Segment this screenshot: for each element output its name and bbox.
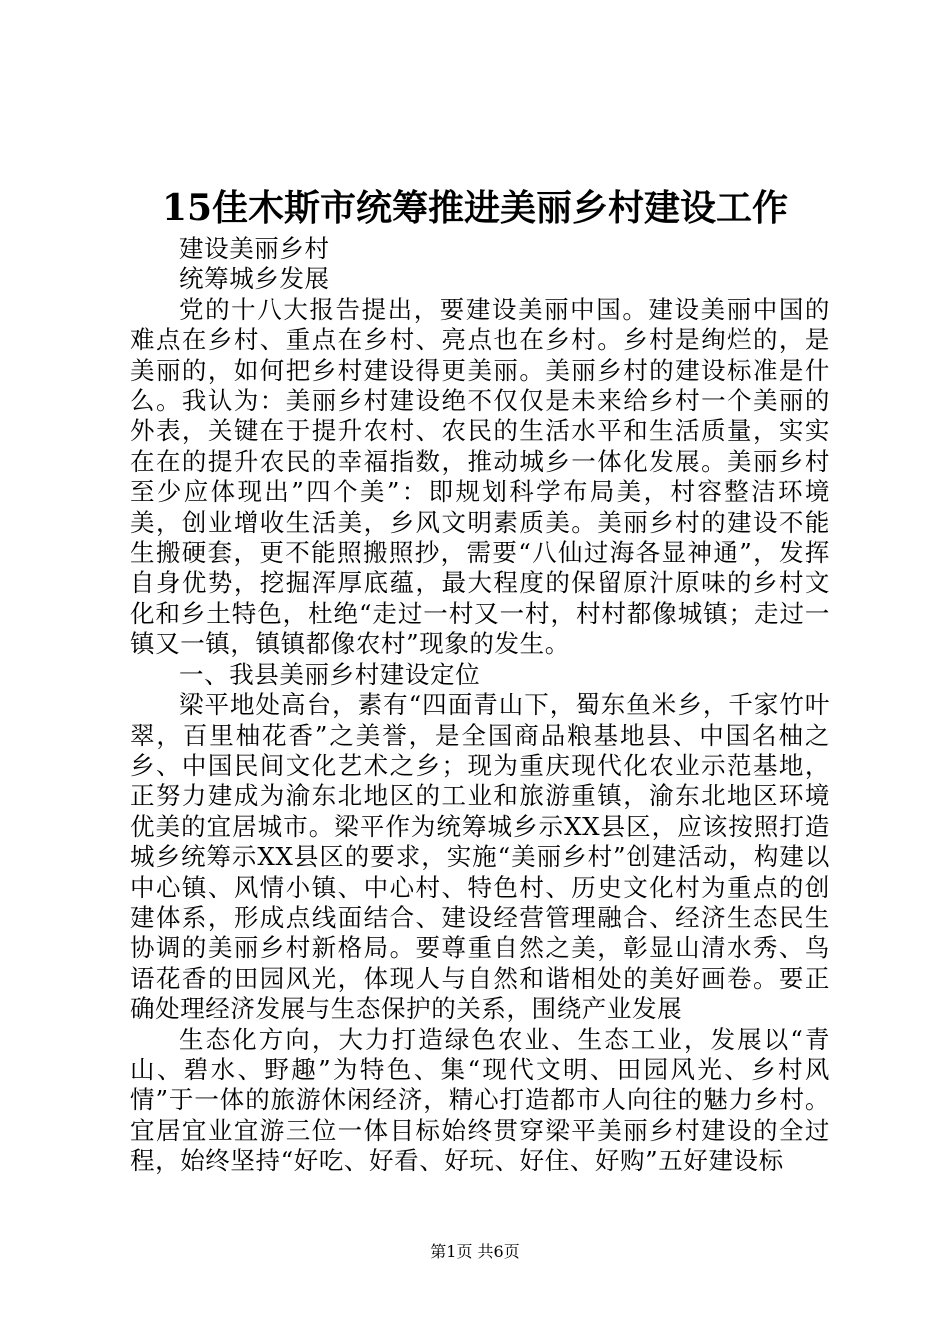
page-number-footer: 第1页 共6页 [430, 1242, 520, 1261]
body-paragraph: 建设美丽乡村 [179, 234, 330, 263]
body-paragraph: 统筹城乡发展 [179, 264, 330, 294]
document-body [130, 234, 830, 1177]
body-paragraph: 梁平地处高台，素有“四面青山下，蜀东鱼米乡，千家竹叶翠，百里柚花香”之美誉，是全国商品粮基地县、中国名柚之乡、中国民间文化艺术之乡；现为重庆现代化农业示范基地，正努力建成为渝东北地区的工业和旅游重镇，渝东北地区环境优美的宜居城市。梁平作为统筹城乡示XX县区，应该按照打造城乡统筹示XX县区的要求，实施“美丽乡村”创建活动，构建以中心镇、风情小镇、中心村、特色村、历史文化村为重点的创建体系，形成点线面结合、建设经营管理融合、经济生态民生协调的美丽乡村新格局。要尊重自然之美，彰显山清水秀、鸟语花香的田园风光，体现人与自然和谐相处的美好画卷。要正确处理经济发展与生态保护的关系，围绕产业发展 [130, 690, 830, 1024]
body-paragraph: 党的十八大报告提出，要建设美丽中国。建设美丽中国的难点在乡村、重点在乡村、亮点也在乡村。乡村是绚烂的，是美丽的，如何把乡村建设得更美丽。美丽乡村的建设标准是什么。我认为：美丽乡村建设绝不仅仅是未来给乡村一个美丽的外表，关键在于提升农村、农民的生活水平和生活质量，实实在在的提升农民的幸福指数，推动城乡一体化发展。美丽乡村至少应体现出”四个美”：即规划科学布局美，村容整洁环境美，创业增收生活美，乡风文明素质美。美丽乡村的建设不能生搬硬套，更不能照搬照抄，需要“八仙过海各显神通”，发挥自身优势，挖掘浑厚底蕴，最大程度的保留原汁原味的乡村文化和乡土特色，杜绝“走过一村又一村，村村都像城镇；走过一镇又一镇，镇镇都像农村”现象的发生。 [130, 294, 830, 659]
body-paragraph: 生态化方向，大力打造绿色农业、生态工业，发展以“青山、碧水、野趣”为特色、集“现代文明、田园风光、乡村风情”于一体的旅游休闲经济，精心打造都市人向往的魅力乡村。宜居宜业宜游三位一体目标始终贯穿梁平美丽乡村建设的全过程，始终坚持“好吃、好看、好玩、好住、好购”五好建设标 [130, 1024, 830, 1176]
section-heading: 一、我县美丽乡村建设定位 [179, 659, 481, 689]
page-title: 15佳木斯市统筹推进美丽乡村建设工作 [161, 187, 789, 229]
